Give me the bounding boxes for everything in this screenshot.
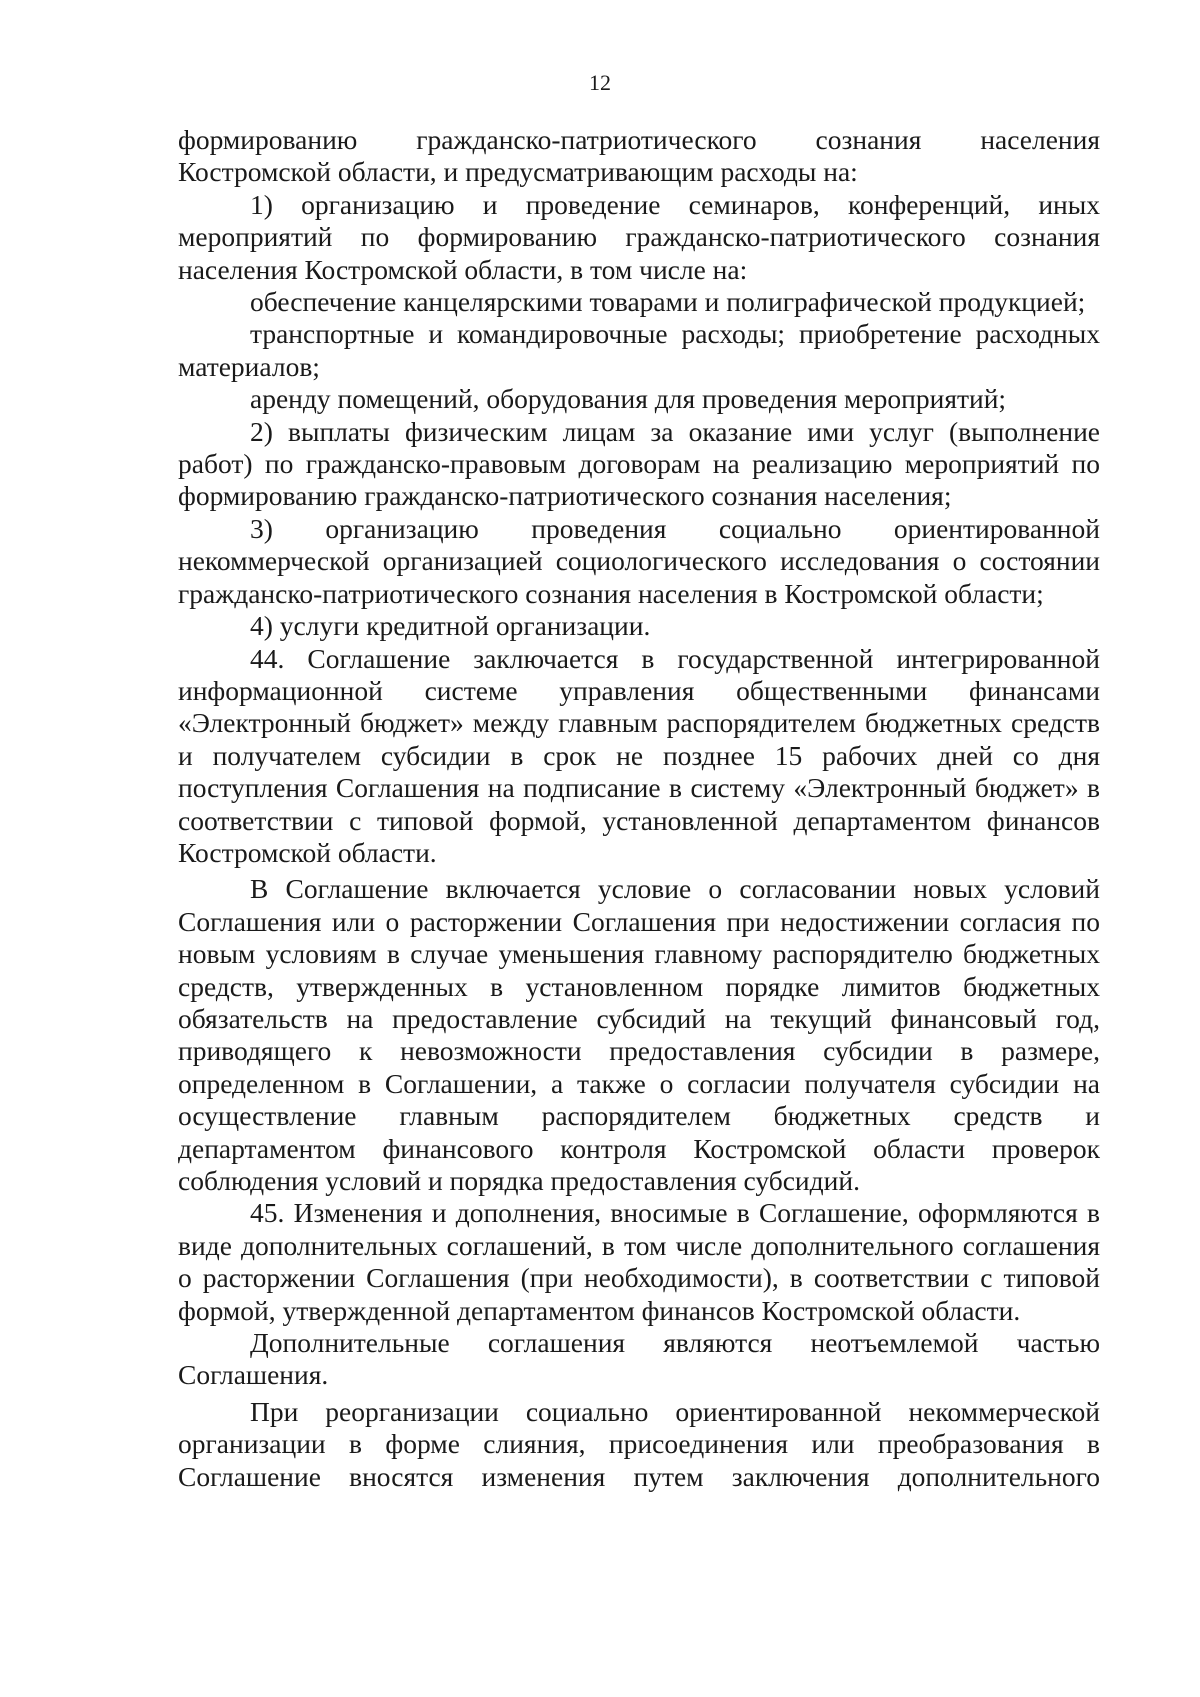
page-number: 12 — [589, 70, 611, 95]
paragraph-transport: транспортные и командировочные расходы; приобретение расходных материалов; — [178, 318, 1100, 382]
paragraph-item-1: 1) организацию и проведение семинаров, конференций, иных мероприятий по формированию гражданско-патриотического сознания населения Костромской области, в том числе на: — [178, 188, 1100, 285]
paragraph-item-4: 4) услуги кредитной организации. — [250, 610, 651, 642]
paragraph-item-2: 2) выплаты физическим лицам за оказание ими услуг (выполнение работ) по гражданско-правовым договорам на реализацию мероприятий по формированию гражданско-патриотического сознания населения; — [178, 415, 1100, 512]
paragraph-section-45: 45. Изменения и дополнения, вносимые в Соглашение, оформляются в виде дополнительных соглашений, в том числе дополнительного соглашения о расторжении Соглашения (при необходимости), в соответствии с типовой формой, утвержденной департаментом финансов Костромской области. — [178, 1197, 1100, 1326]
paragraph-intro-continuation: формированию гражданско-патриотического сознания населения Костромской области, и предусматривающим расходы на: — [178, 124, 1100, 188]
paragraph-additional-agreements: Дополнительные соглашения являются неотъемлемой частью Соглашения. — [178, 1327, 1100, 1391]
document-body — [178, 124, 1100, 1493]
paragraph-section-44: 44. Соглашение заключается в государственной интегрированной информационной системе управления общественными финансами «Электронный бюджет» между главным распорядителем бюджетных средств и получателем субсидии в срок не позднее 15 рабочих дней со дня поступления Соглашения на подписание в систему «Электронный бюджет» в соответствии с типовой формой, установленной департаментом финансов Костромской области. — [178, 642, 1100, 868]
paragraph-reorganization: При реорганизации социально ориентированной некоммерческой организации в форме слияния, присоединения или преобразования в Соглашение вносятся изменения путем заключения дополнительного — [178, 1395, 1100, 1492]
paragraph-agreement-conditions: В Соглашение включается условие о согласовании новых условий Соглашения или о расторжении Соглашения при недостижении согласия по новым условиям в случае уменьшения главному распорядителю бюджетных средств, утвержденных в установленном порядке лимитов бюджетных обязательств на предоставление субсидий на текущий финансовый год, приводящего к невозможности предоставления субсидии в размере, определенном в Соглашении, а также о согласии получателя субсидии на осуществление главным распорядителем бюджетных средств и департаментом финансового контроля Костромской области проверок соблюдения условий и порядка предоставления субсидий. — [178, 873, 1100, 1196]
paragraph-stationery: обеспечение канцелярскими товарами и полиграфической продукцией; — [250, 286, 1086, 318]
paragraph-item-3: 3) организацию проведения социально ориентированной некоммерческой организацией социологического исследования о состоянии гражданско-патриотического сознания населения в Костромской области; — [178, 512, 1100, 609]
paragraph-rent: аренду помещений, оборудования для проведения мероприятий; — [250, 383, 1007, 415]
